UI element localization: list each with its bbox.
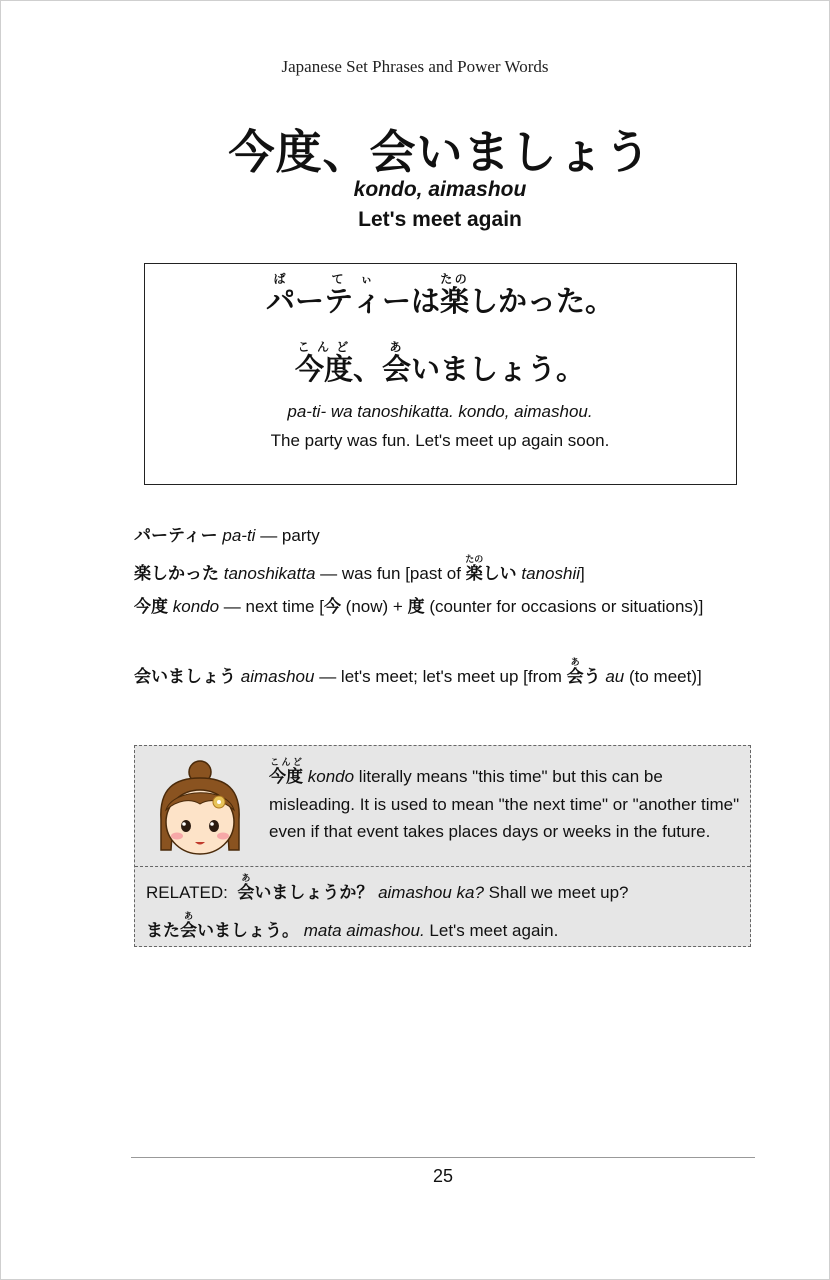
ruby-segment: ィぃ — [352, 272, 382, 318]
vocab-japanese: 楽しかった — [134, 564, 219, 584]
phrase-title-romaji: kondo, aimashou — [353, 178, 527, 201]
example-box — [144, 263, 737, 485]
vocab-definition: — let's meet; let's meet up [from — [319, 667, 562, 686]
vocab-reference-romaji: au — [605, 667, 625, 686]
ruby-segment: しかった。 — [469, 284, 615, 318]
related-1-romaji: aimashou ka? — [378, 883, 484, 902]
page-number: 25 — [432, 1166, 454, 1186]
vocab-japanese: 会いましょう — [134, 667, 236, 687]
note-body: literally means "this time" but this can be misleading. It is used to mean "the next time" or "another time" even if that event takes places days or weeks in the future. — [269, 767, 740, 841]
vocab-entry-aimashou: 会いましょう aimashou — let's meet; let's meet up [from 会あう au (to meet)] — [134, 658, 702, 687]
example-romaji: pa-ti- wa tanoshikatta. kondo, aimashou. — [287, 402, 593, 421]
ruby-segment: パぱ — [265, 272, 295, 318]
ruby-segment: いましょう。 — [411, 352, 586, 386]
ruby-segment: 、 — [352, 352, 382, 386]
related-2-japanese: また会あいましょう。 — [146, 912, 299, 941]
related-2-english: Let's meet again. — [429, 921, 559, 940]
ruby-segment: ーは — [382, 284, 441, 318]
usage-note-box — [134, 745, 751, 947]
vocab-entry-tanoshikatta: 楽しかった tanoshikatta — was fun [past of 楽たのしい tanoshii] — [134, 555, 585, 584]
ruby-segment: テて — [323, 272, 353, 318]
example-japanese-line-1 — [145, 272, 735, 320]
vocab-japanese: パーティー — [134, 526, 218, 546]
related-phrase-1 — [146, 874, 746, 907]
vocab-definition: — next time [ — [223, 597, 324, 616]
example-japanese-line-2 — [145, 340, 735, 388]
vocab-romaji: pa-ti — [222, 526, 256, 545]
vocab-romaji: tanoshikatta — [223, 564, 316, 583]
related-2-romaji: mata aimashou. — [303, 921, 425, 940]
note-romaji: kondo — [307, 767, 355, 786]
vocab-reference: 会あう — [566, 658, 601, 687]
related-phrase-2 — [146, 912, 746, 945]
usage-note-top — [135, 746, 750, 867]
vocab-reference-romaji: tanoshii — [521, 564, 581, 583]
vocab-japanese: 今度 — [134, 597, 168, 617]
ruby-segment: ー — [294, 284, 324, 318]
vocab-definition: — was fun [past of — [320, 564, 461, 583]
related-1-japanese: 会あいましょうか？ — [237, 874, 374, 903]
vocab-reference: 楽たのしい — [465, 555, 517, 584]
running-head: Japanese Set Phrases and Power Words — [281, 57, 549, 76]
example-english: The party was fun. Let's meet up again soon. — [270, 431, 610, 450]
ruby-segment: 楽たの — [440, 272, 470, 318]
vocab-kanji-2: 度 — [407, 597, 425, 617]
vocab-entry-party — [134, 521, 734, 551]
note-kanji: 今度こんど — [269, 758, 303, 787]
related-1-english: Shall we meet up? — [488, 883, 629, 902]
vocab-entry-kondo: 今度 kondo — next time [今 (now) + 度 (counter for occasions or situations)] — [134, 597, 704, 617]
phrase-title-english: Let's meet again — [358, 208, 522, 231]
usage-note-text — [269, 758, 745, 845]
ruby-segment: 会あ — [382, 340, 412, 386]
vocab-definition: — party — [260, 526, 320, 545]
vocab-romaji: aimashou — [240, 667, 315, 686]
phrase-title-japanese: 今度、会いましょう — [228, 125, 652, 179]
vocab-kanji-1: 今 — [323, 597, 341, 617]
vocab-romaji: kondo — [172, 597, 220, 616]
ruby-segment: 今度こんど — [294, 340, 353, 386]
footer-rule — [131, 1157, 755, 1158]
related-label: RELATED: — [146, 883, 228, 902]
girl-avatar-icon — [153, 758, 247, 858]
